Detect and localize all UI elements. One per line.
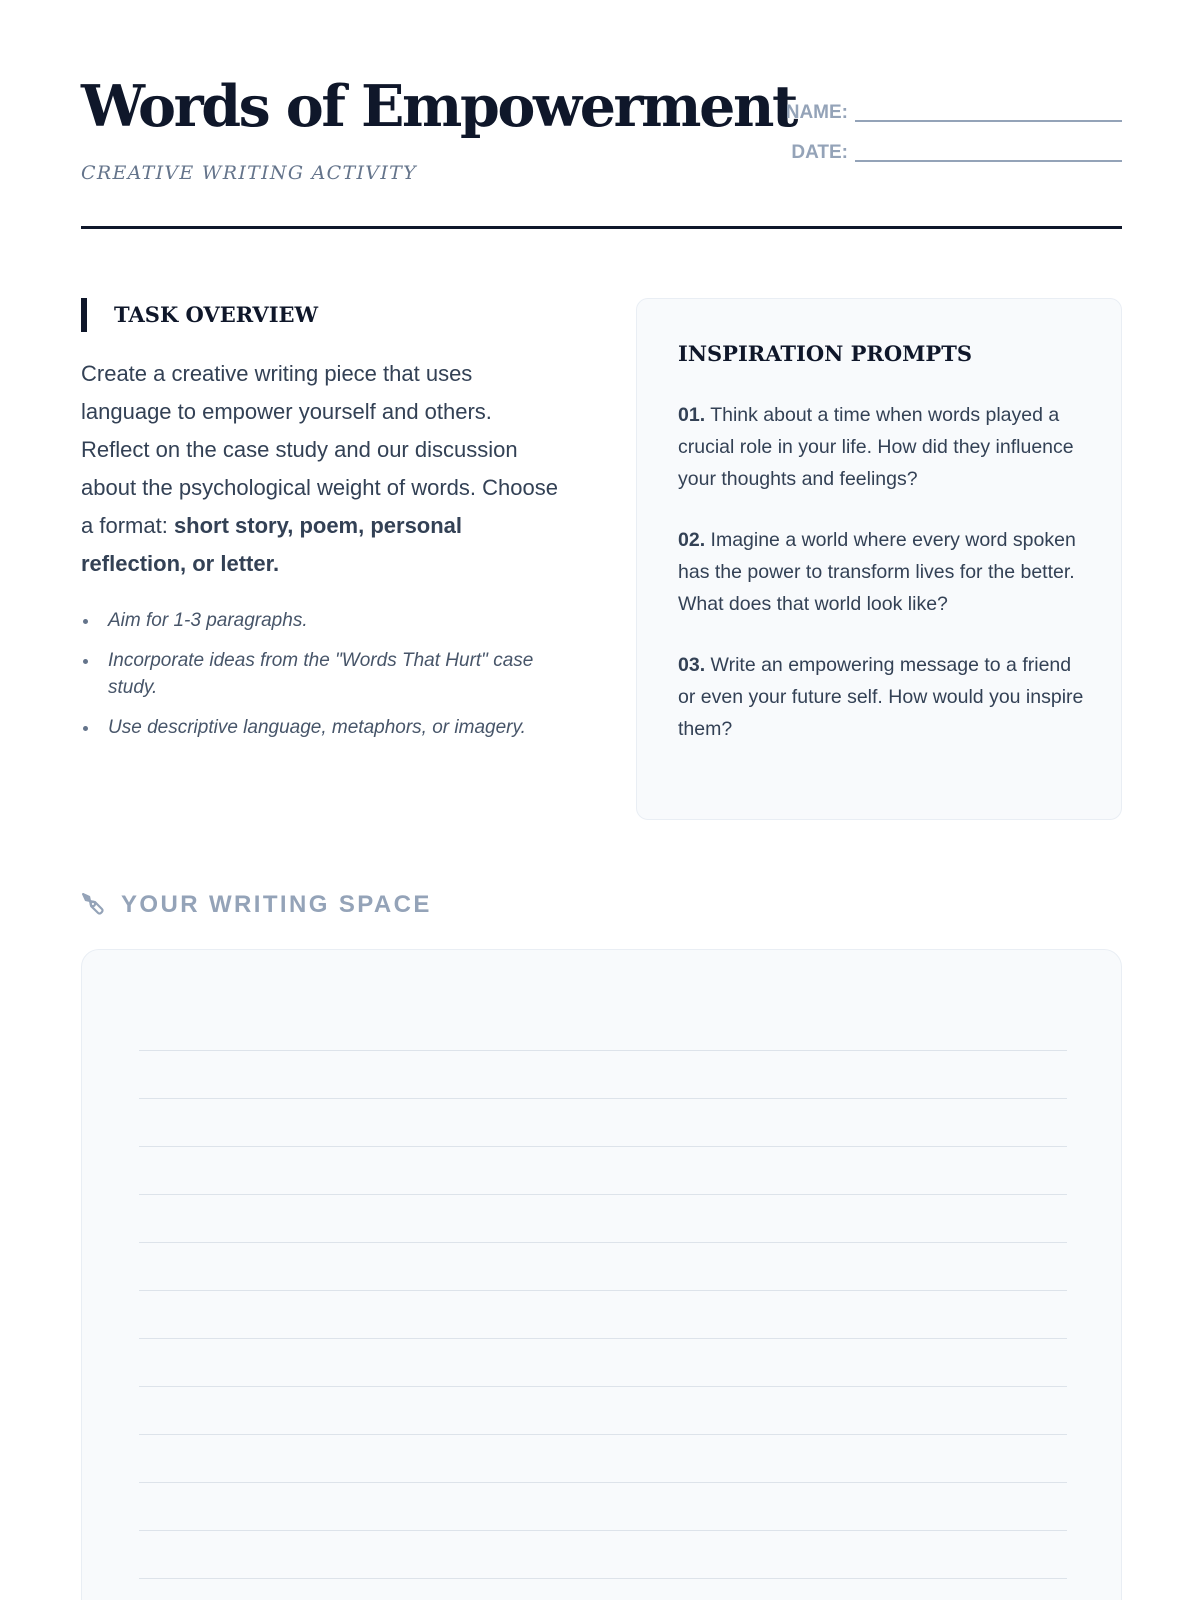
writing-line bbox=[139, 1194, 1067, 1195]
prompt-item bbox=[678, 524, 1088, 620]
bullet-icon bbox=[83, 659, 88, 664]
name-row bbox=[786, 102, 1122, 122]
task-overview-heading-text: TASK OVERVIEW bbox=[114, 302, 319, 327]
task-format-options: short story, poem, personal reflection, or letter. bbox=[81, 513, 463, 576]
writing-line bbox=[139, 1434, 1067, 1435]
writing-line bbox=[139, 1098, 1067, 1099]
name-label: NAME: bbox=[785, 102, 848, 123]
prompt-text: Think about a time when words played a crucial role in your life. How did they influence your thoughts and feelings? bbox=[678, 404, 1074, 490]
prompt-text: Imagine a world where every word spoken has the power to transform lives for the better. What does that world look like? bbox=[678, 529, 1076, 615]
task-overview-heading bbox=[81, 298, 561, 332]
date-field[interactable] bbox=[855, 142, 1122, 162]
bullet-icon bbox=[83, 619, 88, 624]
pen-nib-icon bbox=[81, 892, 107, 918]
writing-area[interactable] bbox=[81, 949, 1122, 1600]
writing-space-heading bbox=[81, 890, 432, 920]
tip-text: Incorporate ideas from the "Words That Hurt" case study. bbox=[108, 650, 534, 698]
prompt-number: 01. bbox=[678, 404, 706, 426]
task-overview-section bbox=[81, 298, 561, 754]
writing-line bbox=[139, 1242, 1067, 1243]
bullet-icon bbox=[83, 726, 88, 731]
worksheet-header bbox=[81, 70, 1122, 232]
prompt-number: 03. bbox=[678, 654, 706, 676]
task-tips-list bbox=[81, 607, 561, 741]
date-label: DATE: bbox=[791, 142, 848, 163]
inspiration-prompts-heading: INSPIRATION PROMPTS bbox=[678, 341, 973, 366]
page-title: Words of Empowerment bbox=[81, 73, 796, 140]
header-divider bbox=[81, 226, 1122, 229]
prompt-item bbox=[678, 399, 1088, 495]
list-item bbox=[81, 607, 561, 634]
writing-line bbox=[139, 1050, 1067, 1051]
writing-space-label: YOUR WRITING SPACE bbox=[121, 891, 432, 918]
task-description-text: Create a creative writing piece that uses language to empower yourself and others. Reflect on the case study and our discussion about the psychological weight of words. Choose a format: bbox=[81, 361, 558, 538]
list-item bbox=[81, 714, 561, 741]
heading-accent-bar bbox=[81, 298, 87, 332]
writing-line bbox=[139, 1386, 1067, 1387]
date-row bbox=[791, 142, 1122, 162]
tip-text: Aim for 1-3 paragraphs. bbox=[108, 610, 308, 631]
prompt-item bbox=[678, 649, 1088, 745]
inspiration-prompts-card bbox=[636, 298, 1122, 820]
prompt-number: 02. bbox=[678, 529, 706, 551]
tip-text: Use descriptive language, metaphors, or imagery. bbox=[108, 717, 526, 738]
writing-line bbox=[139, 1338, 1067, 1339]
writing-line bbox=[139, 1290, 1067, 1291]
prompt-text: Write an empowering message to a friend or even your future self. How would you inspire them? bbox=[678, 654, 1084, 740]
prompt-list bbox=[678, 399, 1088, 774]
writing-line bbox=[139, 1482, 1067, 1483]
writing-line bbox=[139, 1578, 1067, 1579]
task-description bbox=[81, 355, 561, 583]
page-subtitle: CREATIVE WRITING ACTIVITY bbox=[81, 162, 417, 184]
list-item bbox=[81, 647, 561, 701]
name-field[interactable] bbox=[855, 102, 1122, 122]
writing-line bbox=[139, 1530, 1067, 1531]
writing-line bbox=[139, 1146, 1067, 1147]
